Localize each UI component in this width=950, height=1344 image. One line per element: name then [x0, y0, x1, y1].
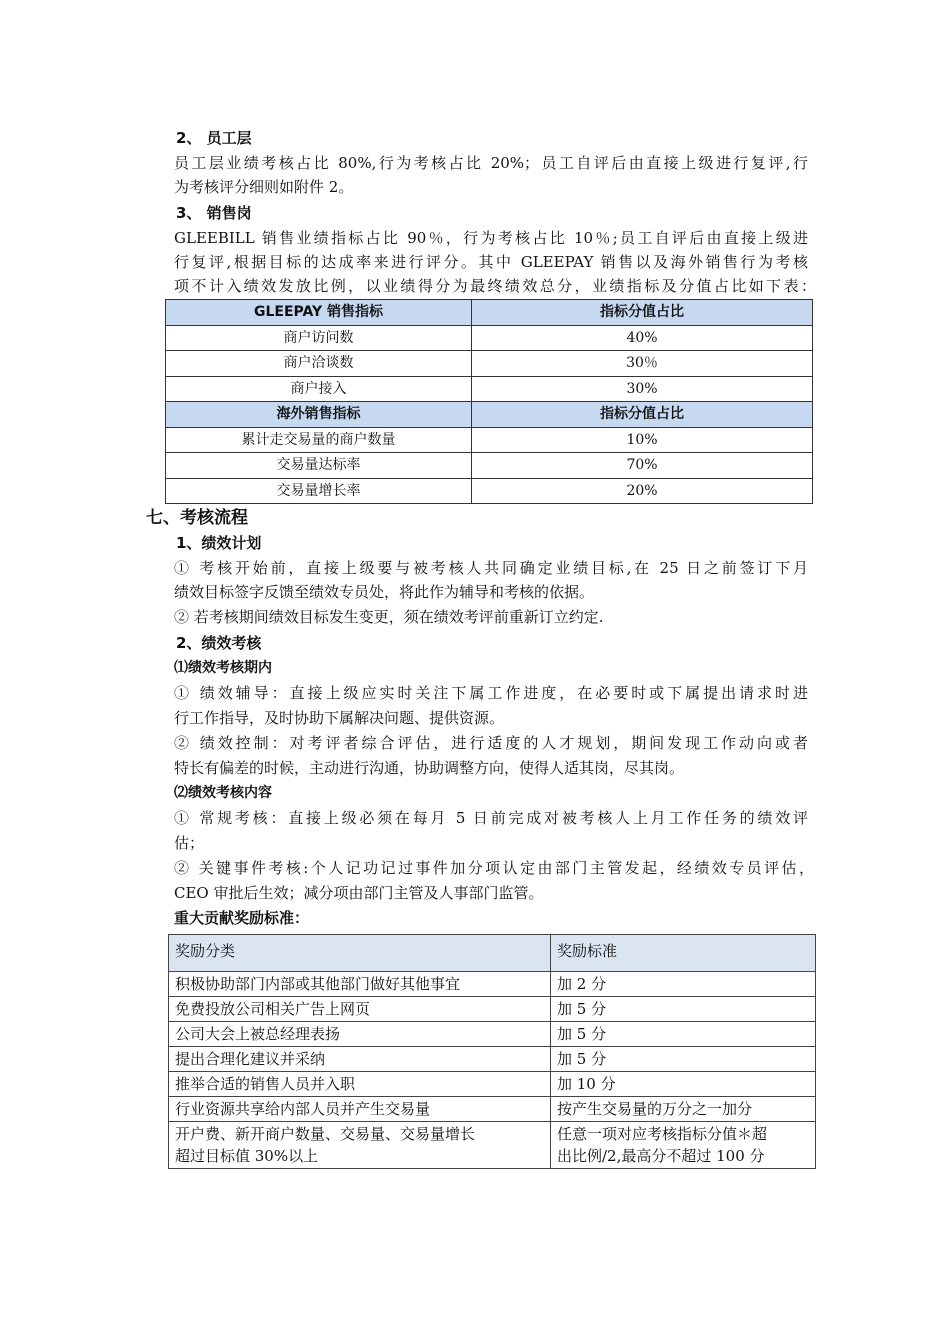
- table-header-cell: 海外销售指标: [166, 402, 472, 428]
- section-3-para-line-2: 行复评,根据目标的达成率来进行评分。其中 GLEEPAY 销售以及海外销售行为考核: [174, 253, 808, 271]
- table-cell: 10%: [472, 427, 813, 453]
- table-row: [169, 1122, 816, 1169]
- section-2-heading: 2、 员工层: [176, 129, 252, 147]
- sales-indicator-table: [165, 299, 813, 504]
- table-cell: 商户接入: [166, 376, 472, 402]
- table-cell: 20%: [472, 478, 813, 504]
- table-cell: [551, 1122, 816, 1169]
- section-2-para-line-2: 为考核评分细则如附件 2。: [174, 178, 354, 196]
- p5-line-2: 估；: [174, 834, 205, 852]
- table-cell: 按产生交易量的万分之一加分: [551, 1097, 816, 1122]
- subsection-1-heading: 1、绩效计划: [176, 534, 262, 552]
- table-cell: 加 5 分: [551, 1047, 816, 1072]
- table-cell: 30%: [472, 376, 813, 402]
- table-row: [166, 325, 813, 351]
- section-3-para-line-3: 项不计入绩效发放比例，以业绩得分为最终绩效总分，业绩指标及分值占比如下表：: [174, 277, 816, 295]
- section-3-para-line-1: GLEEBILL 销售业绩指标占比 90％，行为考核占比 10％;员工自评后由直接上级进: [174, 229, 808, 247]
- table-header-row: [169, 935, 816, 972]
- table-header-cell: GLEEPAY 销售指标: [166, 300, 472, 326]
- table-cell: 加 5 分: [551, 997, 816, 1022]
- table-cell: 交易量达标率: [166, 453, 472, 479]
- cell-line: 超过目标值 30%以上: [175, 1147, 319, 1165]
- table-header-row: [166, 300, 813, 326]
- reward-standard-table: [168, 934, 816, 1169]
- table-cell: 30％: [472, 351, 813, 377]
- table-cell: 加 5 分: [551, 1022, 816, 1047]
- subsection-2a-heading: ⑴绩效考核期内: [174, 660, 272, 676]
- table-header-cell: 奖励标准: [551, 935, 816, 972]
- p6-line-1: ② 关键事件考核:个人记功记过事件加分项认定由部门主管发起，经绩效专员评估，: [174, 859, 814, 877]
- table-cell: 商户洽谈数: [166, 351, 472, 377]
- table-row: [166, 376, 813, 402]
- table-cell: [169, 1122, 551, 1169]
- p4-line-1: ② 绩效控制：对考评者综合评估，进行适度的人才规划，期间发现工作动向或者: [174, 734, 808, 752]
- table-row: [166, 427, 813, 453]
- p2-line: ② 若考核期间绩效目标发生变更，须在绩效考评前重新订立约定.: [174, 608, 604, 626]
- table-row: [169, 997, 816, 1022]
- table-header-cell: 指标分值占比: [472, 300, 813, 326]
- p6-line-2: CEO 审批后生效；减分项由部门主管及人事部门监管。: [174, 884, 544, 902]
- table-cell: 公司大会上被总经理表扬: [169, 1022, 551, 1047]
- table-cell: 行业资源共享给内部人员并产生交易量: [169, 1097, 551, 1122]
- p3-line-1: ① 绩效辅导：直接上级应实时关注下属工作进度，在必要时或下属提出请求时进: [174, 684, 808, 702]
- table-cell: 推举合适的销售人员并入职: [169, 1072, 551, 1097]
- table-row: [166, 453, 813, 479]
- p4-line-2: 特长有偏差的时候，主动进行沟通，协助调整方向，使得人适其岗，尽其岗。: [174, 759, 685, 777]
- cell-line: 任意一项对应考核指标分值＊超: [557, 1125, 768, 1143]
- table-row: [166, 478, 813, 504]
- cell-line: 出比例/2,最高分不超过 100 分: [557, 1147, 765, 1165]
- table-cell: 商户访问数: [166, 325, 472, 351]
- subsection-2b-heading: ⑵绩效考核内容: [174, 785, 272, 801]
- table-cell: 70%: [472, 453, 813, 479]
- table-row: [166, 351, 813, 377]
- chapter-7-title: 七、考核流程: [146, 508, 248, 528]
- table-row: [169, 972, 816, 997]
- table-header-row: [166, 402, 813, 428]
- table-cell: 交易量增长率: [166, 478, 472, 504]
- table-cell: 40%: [472, 325, 813, 351]
- p3-line-2: 行工作指导，及时协助下属解决问题、提供资源。: [174, 709, 505, 727]
- table-cell: 积极协助部门内部或其他部门做好其他事宜: [169, 972, 551, 997]
- table-row: [169, 1022, 816, 1047]
- table-header-cell: 指标分值占比: [472, 402, 813, 428]
- section-3-heading: 3、 销售岗: [176, 204, 252, 222]
- table-row: [169, 1047, 816, 1072]
- p1-line-1: ① 考核开始前，直接上级要与被考核人共同确定业绩目标,在 25 日之前签订下月: [174, 559, 808, 577]
- p5-line-1: ① 常规考核：直接上级必须在每月 5 日前完成对被考核人上月工作任务的绩效评: [174, 809, 808, 827]
- table-cell: 加 10 分: [551, 1072, 816, 1097]
- table-cell: 免费投放公司相关广告上网页: [169, 997, 551, 1022]
- table-cell: 累计走交易量的商户数量: [166, 427, 472, 453]
- table-cell: 提出合理化建议并采纳: [169, 1047, 551, 1072]
- table-row: [169, 1072, 816, 1097]
- section-2-para-line-1: 员工层业绩考核占比 80%,行为考核占比 20%；员工自评后由直接上级进行复评,行: [174, 154, 808, 172]
- p1-line-2: 绩效目标签字反馈至绩效专员处，将此作为辅导和考核的依据。: [174, 583, 595, 601]
- reward-heading: 重大贡献奖励标准：: [174, 909, 310, 927]
- table-row: [169, 1097, 816, 1122]
- table-header-cell: 奖励分类: [169, 935, 551, 972]
- table-cell: 加 2 分: [551, 972, 816, 997]
- cell-line: 开户费、新开商户数量、交易量、交易量增长: [175, 1125, 476, 1143]
- subsection-2-heading: 2、绩效考核: [176, 634, 262, 652]
